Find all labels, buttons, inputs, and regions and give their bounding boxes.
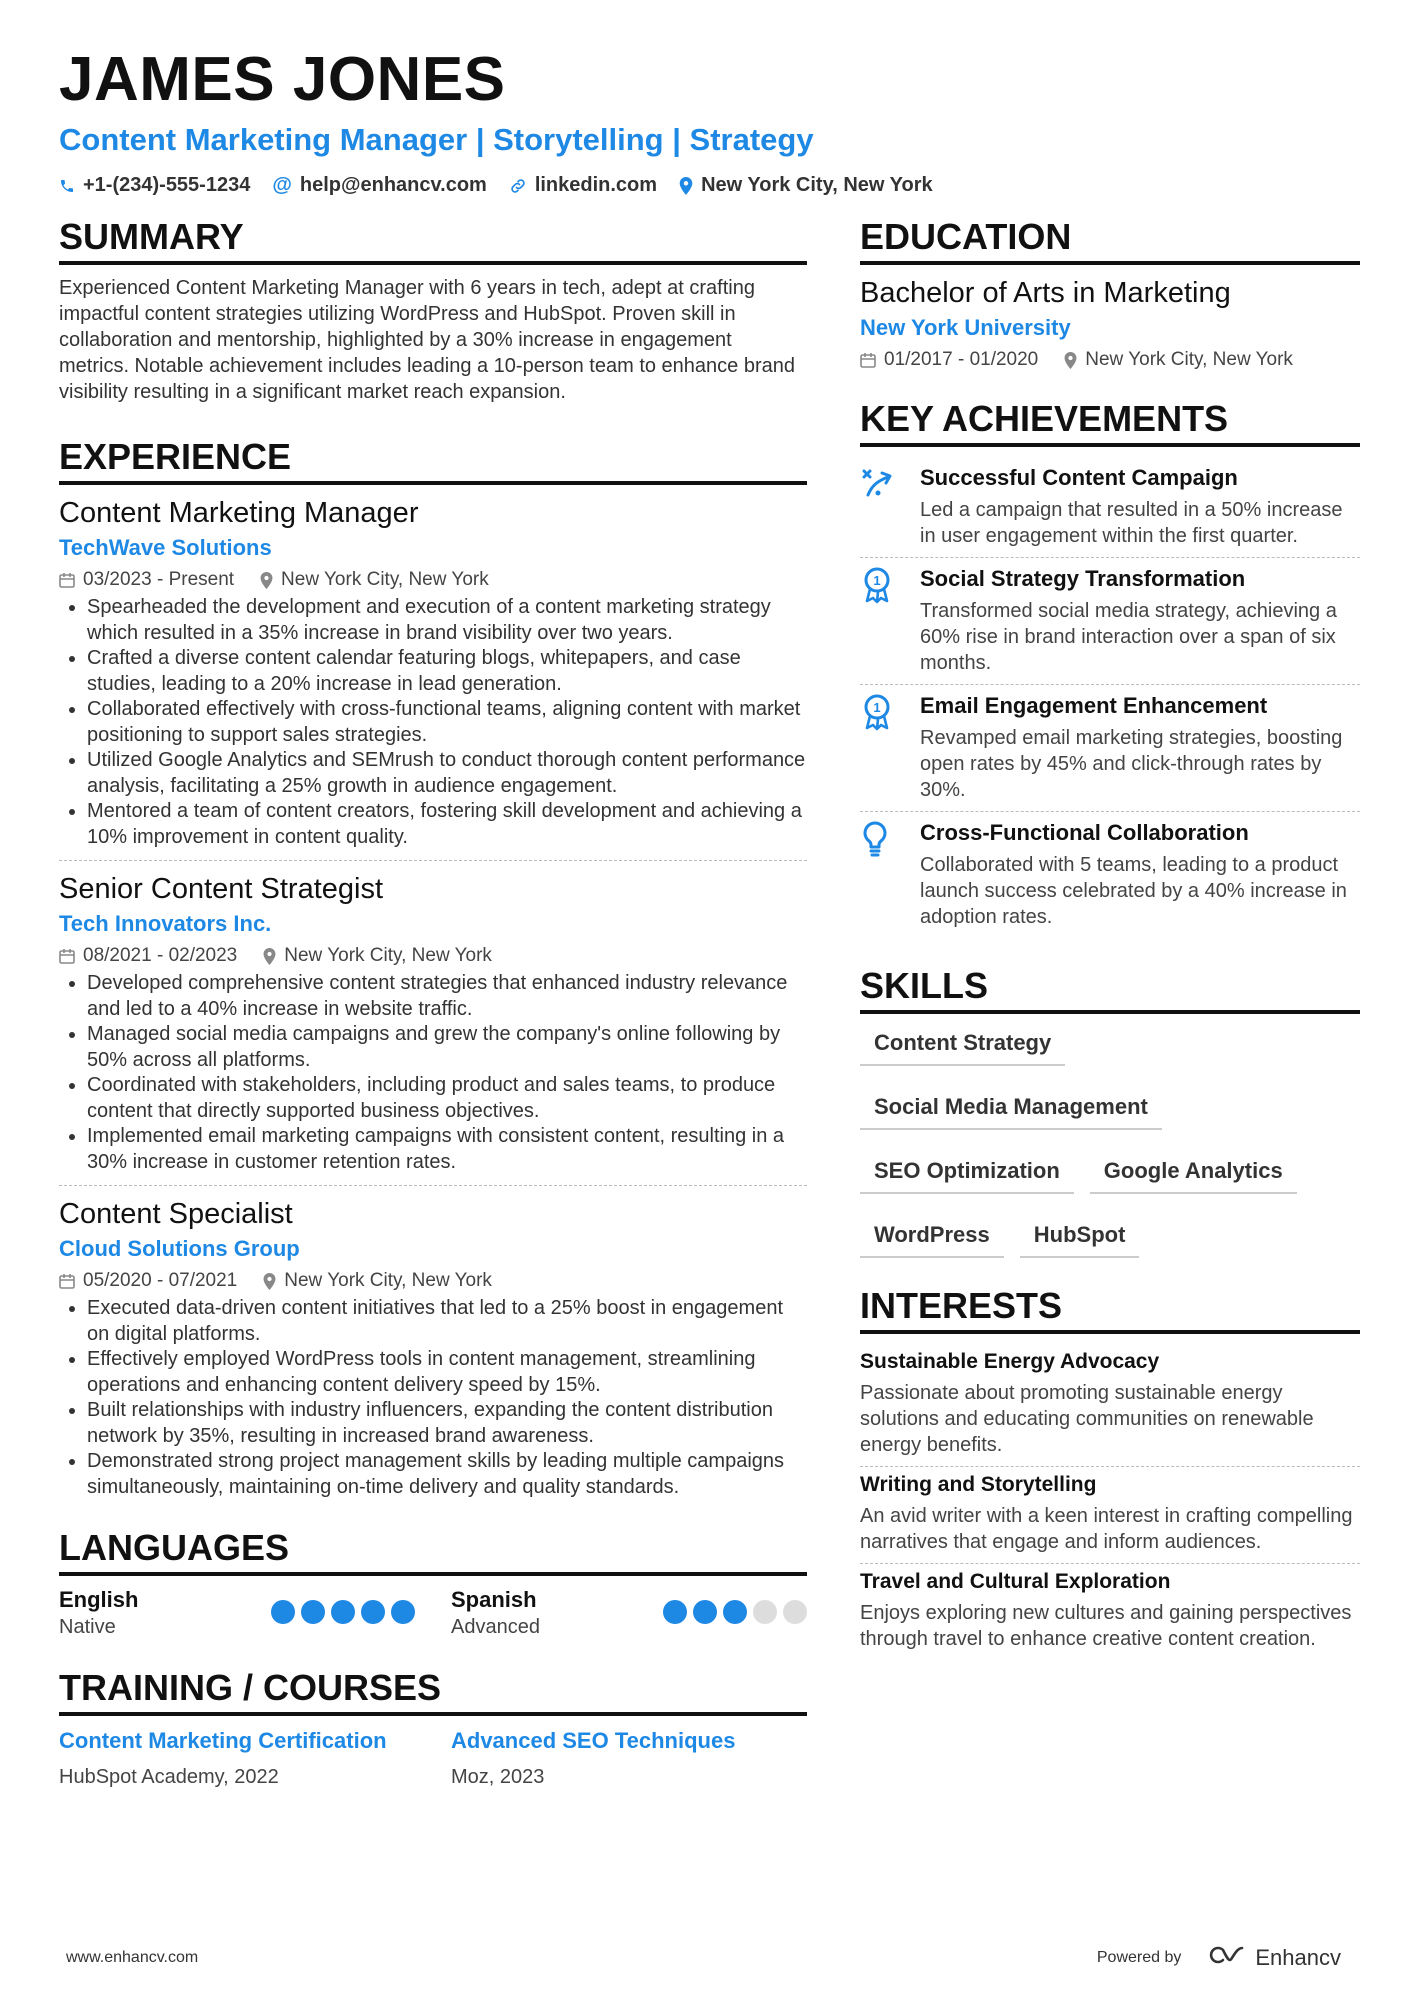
skill-tag: Google Analytics [1090,1152,1297,1194]
achievement-desc: Transformed social media strategy, achieving a 60% rise in brand interaction over a span of six months. [920,600,1337,674]
summary-text: Experienced Content Marketing Manager with 6 years in tech, adept at crafting impactful content strategies utilizing WordPress and HubSpot. Proven skill in collaboration and mentorship, highlighted by a 30% increase in engagement metrics. Notable achievement includes leading a 10-person team to enhance brand visibility resulting in a significant market reach expansion. [59,277,795,403]
language-level: Advanced [451,1616,540,1638]
location-pin-icon [1064,352,1077,369]
candidate-title: Content Marketing Manager | Storytelling | Strategy [59,122,814,157]
job-bullets [59,595,807,850]
job-company: Tech Innovators Inc. [59,911,272,936]
job-bullet: • Implemented email marketing campaigns with consistent content, resulting in a 30% increase in customer retention rates. [87,1124,807,1175]
languages-list [59,1586,807,1640]
svg-text:1: 1 [873,700,881,715]
page-footer [66,1944,1341,1972]
rating-dot-filled [331,1600,355,1624]
candidate-name: JAMES JONES [59,45,506,114]
calendar-icon [860,352,876,368]
rating-dot-empty [783,1600,807,1624]
job-meta [59,945,807,967]
rating-dot-empty [753,1600,777,1624]
achievement-item [860,558,1360,685]
job-bullet: • Utilized Google Analytics and SEMrush to conduct thorough content performance analysis, facilitating a 25% growth in audience engagement. [87,748,807,799]
rating-dot-filled [391,1600,415,1624]
location-text: New York City, New York [701,174,933,196]
courses-list [59,1726,807,1792]
interest-title: Sustainable Energy Advocacy [860,1350,1160,1373]
interest-item [860,1564,1360,1660]
achievement-desc: Collaborated with 5 teams, leading to a product launch success celebrated by a 40% increase in adoption rates. [920,854,1347,928]
award-ribbon-icon [860,564,904,676]
rating-dot-filled [361,1600,385,1624]
contact-location [679,174,933,197]
achievement-title: Cross-Functional Collaboration [920,820,1249,845]
job-bullet: • Built relationships with industry influencers, expanding the content distribution network by 35%, resulting in increased brand awareness. [87,1398,807,1449]
job-entry [59,1196,807,1510]
location-pin-icon [263,1273,276,1290]
job-location: New York City, New York [284,945,492,966]
skills-list [860,1024,1360,1258]
rating-dot-filled [723,1600,747,1624]
education-section [860,215,1360,371]
education-degree: Bachelor of Arts in Marketing [860,277,1231,309]
at-icon: @ [272,174,292,196]
job-company: TechWave Solutions [59,535,272,560]
phone-icon [59,178,75,194]
education-school: New York University [860,315,1071,340]
interests-section [860,1284,1360,1660]
language-level: Native [59,1616,116,1638]
lightbulb-icon [860,818,904,930]
job-dates: 08/2021 - 02/2023 [83,945,238,966]
rating-dot-filled [301,1600,325,1624]
job-bullet: • Demonstrated strong project management skills by leading multiple campaigns simultaneously, maintaining on-time delivery and quality standards. [87,1449,807,1500]
job-bullet: • Coordinated with stakeholders, including product and sales teams, to produce content that directly supported business objectives. [87,1073,807,1124]
job-entry [59,871,807,1186]
job-bullet: • Developed comprehensive content strategies that enhanced industry relevance and led to a 40% increase in website traffic. [87,971,807,1022]
footer-url[interactable]: www.enhancv.com [66,1949,199,1966]
course-title: Advanced SEO Techniques [451,1728,736,1753]
skill-tag: HubSpot [1020,1216,1140,1258]
interest-desc: Enjoys exploring new cultures and gaining perspectives through travel to enhance creative content creation. [860,1602,1352,1650]
phone-text: +1-(234)-555-1234 [83,174,251,196]
language-rating [663,1600,807,1624]
achievement-item [860,812,1360,938]
svg-text:1: 1 [873,573,881,588]
interest-item [860,1344,1360,1467]
calendar-icon [59,572,75,588]
education-heading: EDUCATION [860,215,1360,265]
calendar-icon [59,1273,75,1289]
skills-section [860,964,1360,1258]
enhancv-logo-icon [1203,1944,1247,1972]
experience-section [59,435,807,1510]
summary-heading: SUMMARY [59,215,807,265]
summary-section [59,215,807,405]
rating-dot-filled [693,1600,717,1624]
skill-tag: WordPress [860,1216,1004,1258]
interest-desc: An avid writer with a keen interest in crafting compelling narratives that engage and inform audiences. [860,1505,1353,1553]
experience-heading: EXPERIENCE [59,435,807,485]
contact-link[interactable] [509,174,657,197]
job-bullet: • Executed data-driven content initiatives that led to a 25% boost in engagement on digital platforms. [87,1296,807,1347]
achievement-desc: Revamped email marketing strategies, boosting open rates by 45% and click-through rates by 30%. [920,727,1343,801]
training-section [59,1666,807,1792]
link-text: linkedin.com [534,174,658,196]
award-ribbon-icon [860,691,904,803]
strategy-arrow-icon [860,463,904,549]
job-bullet: • Spearheaded the development and execution of a content marketing strategy which resulted in a 35% increase in brand visibility over two years. [87,595,807,646]
job-role: Senior Content Strategist [59,873,384,905]
achievement-desc: Led a campaign that resulted in a 50% increase in user engagement within the first quarter. [920,499,1343,547]
achievement-title: Social Strategy Transformation [920,566,1246,591]
job-bullets [59,1296,807,1500]
job-entry [59,495,807,861]
job-bullet: • Mentored a team of content creators, fostering skill development and achieving a 10% improvement in content quality. [87,799,807,850]
course-item [59,1726,415,1792]
job-bullet: • Collaborated effectively with cross-functional teams, aligning content with market positioning to support sales strategies. [87,697,807,748]
course-title: Content Marketing Certification [59,1728,387,1753]
course-item [451,1726,807,1792]
calendar-icon [59,948,75,964]
resume-header [59,44,1359,197]
interest-title: Writing and Storytelling [860,1473,1097,1496]
contact-email[interactable] [272,174,486,197]
job-bullet: • Managed social media campaigns and grew the company's online following by 50% across all platforms. [87,1022,807,1073]
education-meta [860,349,1360,371]
job-location: New York City, New York [281,569,489,590]
course-org: Moz, 2023 [451,1766,545,1788]
rating-dot-filled [271,1600,295,1624]
powered-by-label: Powered by [1096,1949,1182,1966]
footer-brand-area [1097,1944,1341,1972]
job-meta [59,569,807,591]
location-pin-icon [679,177,693,195]
course-org: HubSpot Academy, 2022 [59,1766,279,1788]
job-location: New York City, New York [284,1270,492,1291]
achievement-item [860,457,1360,558]
interest-title: Travel and Cultural Exploration [860,1570,1171,1593]
job-bullets [59,971,807,1175]
language-item [451,1586,807,1640]
rating-dot-filled [663,1600,687,1624]
achievement-item [860,685,1360,812]
job-company: Cloud Solutions Group [59,1236,300,1261]
training-heading: TRAINING / COURSES [59,1666,807,1716]
contact-phone [59,174,250,197]
interest-item [860,1467,1360,1564]
skill-tag: SEO Optimization [860,1152,1074,1194]
interest-desc: Passionate about promoting sustainable energy solutions and educating communities on renewable energy benefits. [860,1382,1314,1456]
job-meta [59,1270,807,1292]
languages-section [59,1526,807,1640]
job-bullet: • Crafted a diverse content calendar featuring blogs, whitepapers, and case studies, leading to a 20% increase in lead generation. [87,646,807,697]
achievements-section [860,397,1360,938]
interests-heading: INTERESTS [860,1284,1360,1334]
job-role: Content Marketing Manager [59,497,419,529]
skill-tag: Content Strategy [860,1024,1065,1066]
achievement-title: Successful Content Campaign [920,465,1238,490]
education-dates: 01/2017 - 01/2020 [884,349,1039,370]
achievements-heading: KEY ACHIEVEMENTS [860,397,1360,447]
location-pin-icon [263,948,276,965]
language-item [59,1586,415,1640]
location-pin-icon [260,572,273,589]
link-icon [509,177,527,195]
job-dates: 05/2020 - 07/2021 [83,1270,238,1291]
job-bullet: • Effectively employed WordPress tools in content management, streamlining operations and enhancing content delivery speed by 15%. [87,1347,807,1398]
skill-tag: Social Media Management [860,1088,1162,1130]
right-column [860,215,1360,1660]
email-text: help@enhancv.com [299,174,487,196]
brand-logo[interactable] [1203,1944,1341,1972]
skills-heading: SKILLS [860,964,1360,1014]
language-name: Spanish [451,1587,537,1612]
achievement-title: Email Engagement Enhancement [920,693,1268,718]
brand-name: Enhancv [1255,1945,1341,1970]
job-dates: 03/2023 - Present [83,569,235,590]
left-column [59,215,807,1792]
languages-heading: LANGUAGES [59,1526,807,1576]
language-name: English [59,1587,139,1612]
language-rating [271,1600,415,1624]
education-location: New York City, New York [1085,349,1293,370]
job-role: Content Specialist [59,1198,293,1230]
contact-bar [59,174,1359,197]
